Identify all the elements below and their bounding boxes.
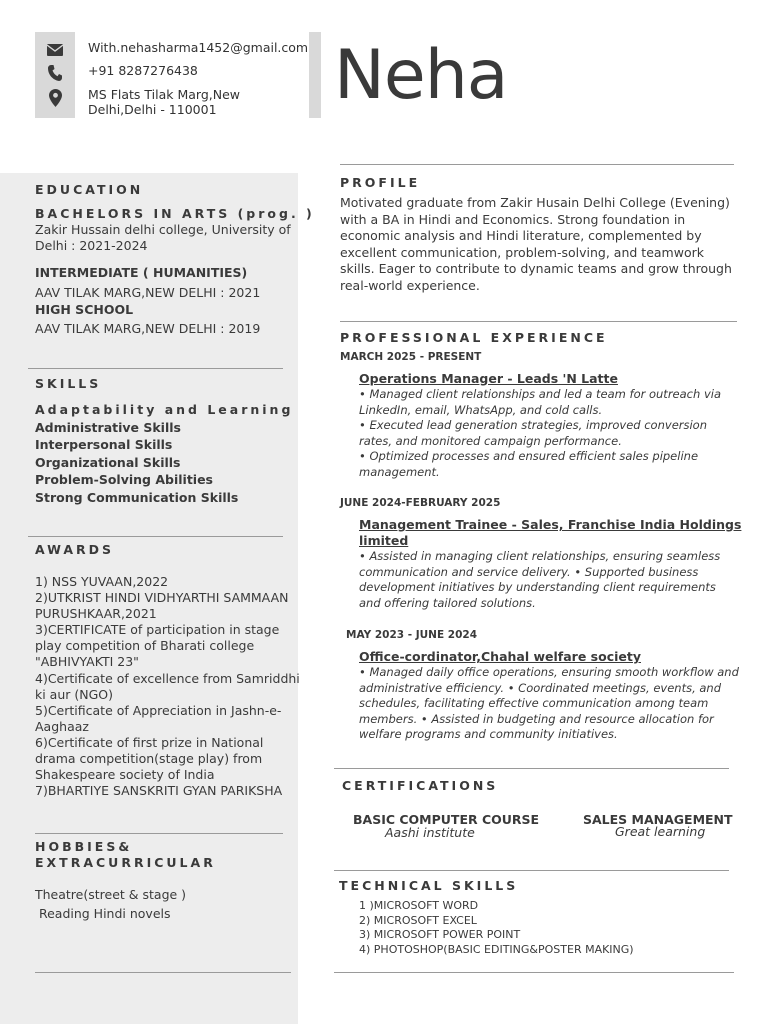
job-title: Operations Manager - Leads 'N Latte xyxy=(359,371,618,386)
hobbies-heading-line-2: EXTRACURRICULAR xyxy=(35,855,216,870)
job-desc-line: administrative efficiency. • Coordinated meetings, events, and xyxy=(359,680,722,695)
job-desc-line: LinkedIn, email, WhatsApp, and cold calls. xyxy=(359,402,603,417)
certification-institute: Aashi institute xyxy=(385,825,475,840)
award-line: ki aur (NGO) xyxy=(35,686,114,702)
degree-title: BACHELORS IN ARTS (prog. ) xyxy=(35,206,315,221)
award-line: play competition of Bharati college xyxy=(35,638,255,654)
certification-name: BASIC COMPUTER COURSE xyxy=(353,812,540,827)
job-desc-line: welfare programs and community initiatives. xyxy=(359,727,618,742)
location-pin-icon xyxy=(35,89,75,111)
award-line: "ABHIVYAKTI 23" xyxy=(35,654,139,670)
award-line: drama competition(stage play) from xyxy=(35,751,263,767)
job-desc-line: communication and service delivery. • Supported business xyxy=(359,564,699,579)
skill-item: Adaptability and Learning xyxy=(35,402,294,417)
profile-line: economic analysis and Hindi literature, complemented by xyxy=(340,228,702,244)
job-description xyxy=(359,549,720,611)
job-desc-line: rates, and monitored campaign performance. xyxy=(359,433,622,448)
experience-heading: PROFESSIONAL EXPERIENCE xyxy=(340,330,608,345)
skill-item: Interpersonal Skills xyxy=(35,437,173,452)
job-desc-line: and offering tailored solutions. xyxy=(359,595,536,610)
divider xyxy=(334,768,729,769)
award-line: Shakespeare society of India xyxy=(35,767,215,783)
job-desc-line: members. • Assisted in budgeting and resource allocation for xyxy=(359,711,714,726)
job-date: MAY 2023 - JUNE 2024 xyxy=(346,629,477,641)
hobby-item: Reading Hindi novels xyxy=(35,906,171,921)
certification-name: SALES MANAGEMENT xyxy=(583,812,733,827)
skill-item: Problem-Solving Abilities xyxy=(35,472,213,487)
job-date: JUNE 2024-FEBRUARY 2025 xyxy=(340,497,501,509)
divider xyxy=(334,870,729,871)
job-desc-line: development initiatives by understanding client requirements xyxy=(359,580,716,595)
job-desc-line: • Executed lead generation strategies, improved conversion xyxy=(359,418,708,433)
technical-skill-item: 3) MICROSOFT POWER POINT xyxy=(359,928,521,942)
award-line: 4)Certificate of excellence from Samriddhi xyxy=(35,670,300,686)
divider xyxy=(28,536,283,537)
college-line-1: Zakir Hussain delhi college, University of xyxy=(35,222,291,237)
technical-skill-item: 4) PHOTOSHOP(BASIC EDITING&POSTER MAKING) xyxy=(359,942,634,956)
name-accent-bar xyxy=(309,32,321,118)
intermediate-title: INTERMEDIATE ( HUMANITIES) xyxy=(35,265,248,280)
award-line: 3)CERTIFICATE of participation in stage xyxy=(35,622,280,638)
divider xyxy=(340,164,734,165)
high-school-title: HIGH SCHOOL xyxy=(35,302,134,317)
profile-heading: PROFILE xyxy=(340,175,421,190)
awards-heading: AWARDS xyxy=(35,542,115,557)
skill-item: Strong Communication Skills xyxy=(35,490,239,505)
divider xyxy=(35,833,283,834)
candidate-name: Neha xyxy=(334,36,508,115)
job-description xyxy=(359,665,739,743)
high-school-detail: AAV TILAK MARG,NEW DELHI : 2019 xyxy=(35,321,261,336)
intermediate-school: AAV TILAK MARG,NEW DELHI : 2021 xyxy=(35,285,261,300)
certification-institute: Great learning xyxy=(615,824,706,839)
job-desc-line: • Optimized processes and ensured efficient sales pipeline xyxy=(359,449,699,464)
technical-skills-list xyxy=(359,899,634,957)
hobby-item: Theatre(street & stage ) xyxy=(35,887,187,902)
profile-line: Motivated graduate from Zakir Husain Delhi College (Evening) xyxy=(340,195,730,210)
skill-item: Organizational Skills xyxy=(35,455,181,470)
divider xyxy=(340,321,737,322)
skill-item: Administrative Skills xyxy=(35,420,181,435)
technical-skill-item: 2) MICROSOFT EXCEL xyxy=(359,913,477,927)
email-icon xyxy=(35,41,75,60)
contact-icon-strip xyxy=(35,32,75,118)
job-desc-line: • Managed daily office operations, ensuring smooth workflow and xyxy=(359,665,739,679)
award-line: 7)BHARTIYE SANSKRITI GYAN PARIKSHA xyxy=(35,783,283,799)
profile-line: skills. Eager to contribute to dynamic teams and grow through xyxy=(340,261,732,277)
job-description xyxy=(359,387,721,481)
award-line: 5)Certificate of Appreciation in Jashn-e- xyxy=(35,702,282,718)
address-line-2: Delhi,Delhi - 110001 xyxy=(88,102,217,117)
address-line-1: MS Flats Tilak Marg,New xyxy=(88,87,241,102)
divider xyxy=(35,972,291,973)
profile-summary xyxy=(340,195,732,295)
job-desc-line: management. xyxy=(359,464,440,479)
job-title: Management Trainee - Sales, Franchise India Holdings xyxy=(359,517,742,532)
technical-skill-item: 1 )MICROSOFT WORD xyxy=(359,899,479,912)
award-line: PURUSHKAAR,2021 xyxy=(35,606,157,622)
job-desc-line: • Assisted in managing client relationships, ensuring seamless xyxy=(359,549,721,563)
profile-line: with a BA in Hindi and Economics. Strong foundation in xyxy=(340,211,686,227)
profile-line: real-world experience. xyxy=(340,277,480,293)
education-heading: EDUCATION xyxy=(35,182,144,197)
job-title-continued: limited xyxy=(359,533,409,548)
phone-text[interactable]: +91 8287276438 xyxy=(88,63,198,78)
divider xyxy=(28,368,283,369)
job-desc-line: schedules, facilitating effective communication among team xyxy=(359,696,709,711)
award-line: 2)UTKRIST HINDI VIDHYARTHI SAMMAAN xyxy=(35,590,289,606)
hobbies-heading-line-1: HOBBIES& xyxy=(35,839,133,854)
email-text[interactable]: With.nehasharma1452@gmail.com xyxy=(88,40,309,55)
award-line: Aaghaaz xyxy=(35,718,89,734)
job-title: Office-cordinator,Chahal welfare society xyxy=(359,649,641,664)
phone-icon xyxy=(35,65,75,85)
college-line-2: Delhi : 2021-2024 xyxy=(35,238,148,253)
profile-line: excellent communication, problem-solving, and teamwork xyxy=(340,244,704,260)
awards-list xyxy=(35,574,300,799)
certifications-heading: CERTIFICATIONS xyxy=(342,778,499,793)
award-line: 1) NSS YUVAAN,2022 xyxy=(35,574,169,589)
job-desc-line: • Managed client relationships and led a team for outreach via xyxy=(359,387,721,401)
technical-skills-heading: TECHNICAL SKILLS xyxy=(339,878,519,893)
award-line: 6)Certificate of first prize in National xyxy=(35,734,264,750)
skills-heading: SKILLS xyxy=(35,376,102,391)
job-date: MARCH 2025 - PRESENT xyxy=(340,351,482,363)
divider xyxy=(334,972,734,973)
